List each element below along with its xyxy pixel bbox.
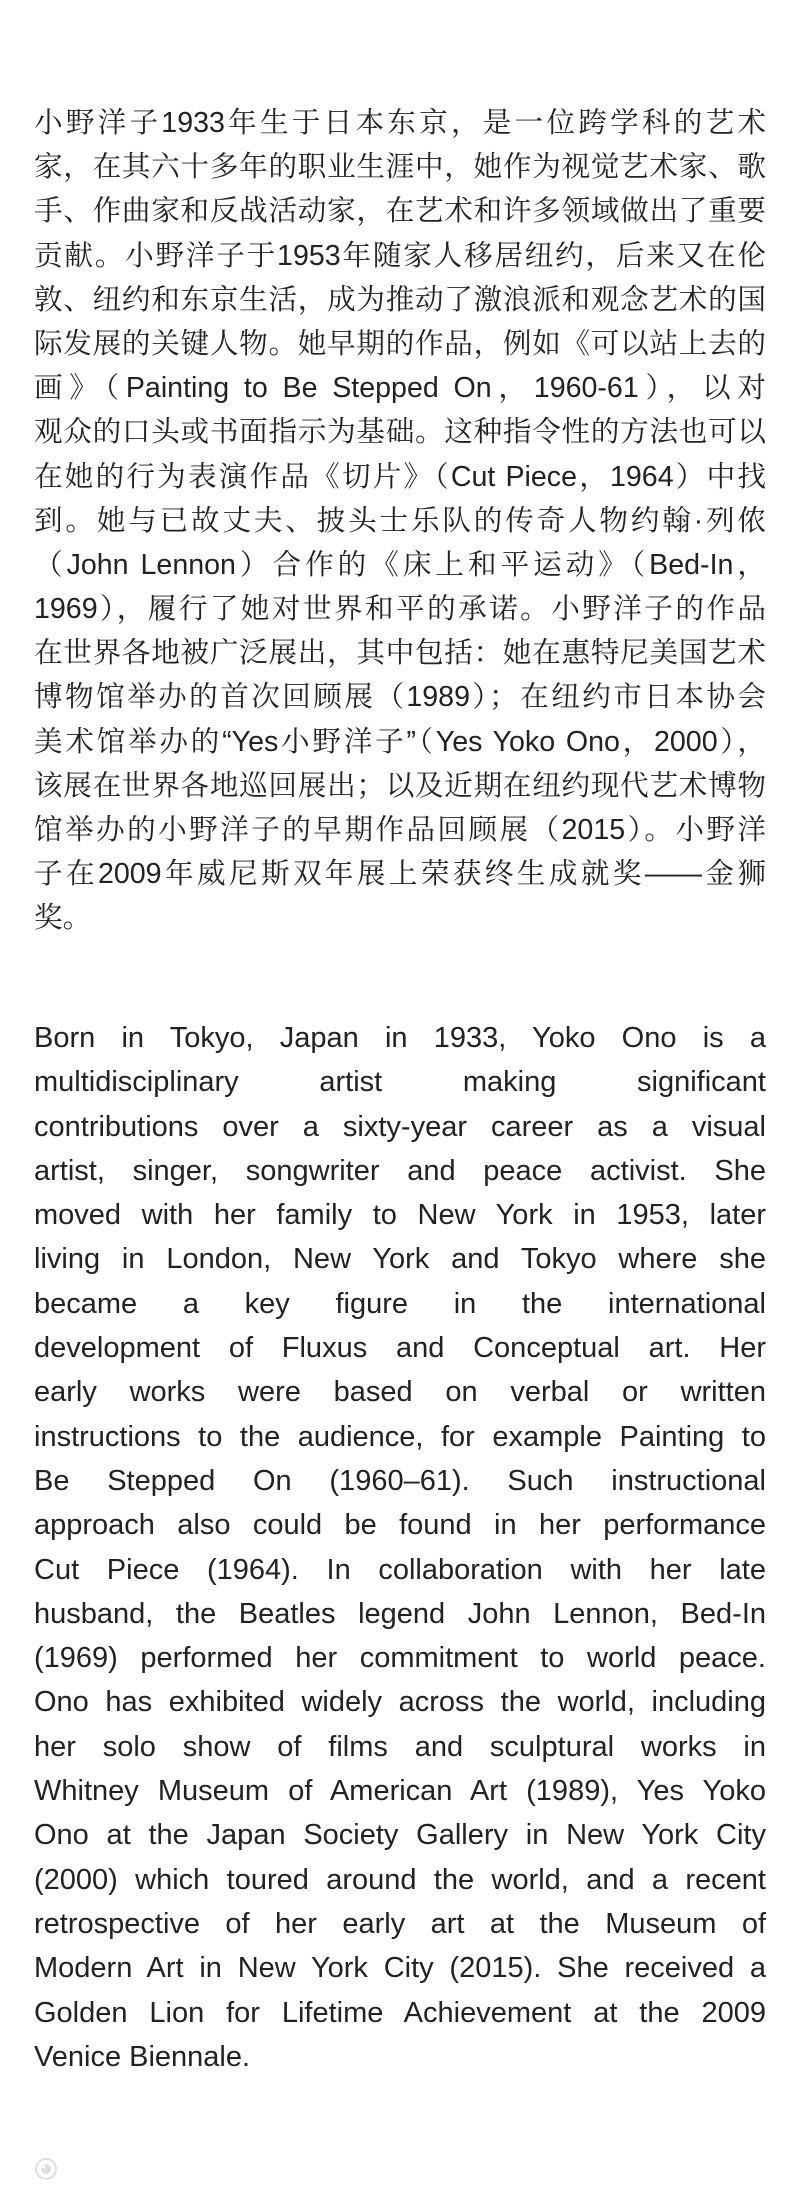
english-text-line: husband, the Beatles legend John Lennon, Bed-In	[34, 1597, 766, 1630]
chinese-text-line: 在世界各地被广泛展出，其中包括：她在惠特尼美国艺术	[34, 637, 766, 670]
english-text-line: early works were based on verbal or written	[34, 1376, 766, 1409]
chinese-text-line: 观众的口头或书面指示为基础。这种指令性的方法也可以	[34, 416, 766, 449]
chinese-text-line: 美术馆举办的“Yes小野洋子”（Yes Yoko Ono，2000），	[34, 725, 766, 758]
chinese-text-line: 画》（Painting to Be Stepped On，1960-61），以对	[34, 372, 766, 405]
english-text-line: multidisciplinary artist making significant	[34, 1066, 766, 1099]
english-text-line: Ono has exhibited widely across the world, including	[34, 1686, 766, 1719]
chinese-text-line: 博物馆举办的首次回顾展（1989）；在纽约市日本协会	[34, 681, 766, 714]
chinese-text-line: 到。她与已故丈夫、披头士乐队的传奇人物约翰·列侬	[34, 504, 766, 537]
english-text-line: (2000) which toured around the world, and a recent	[34, 1863, 766, 1896]
english-text-line: Born in Tokyo, Japan in 1933, Yoko Ono is a	[34, 1022, 766, 1054]
chinese-text-line: 奖。	[34, 902, 92, 935]
english-text-line: Golden Lion for Lifetime Achievement at the 2009	[34, 1996, 766, 2029]
english-text-line: instructions to the audience, for example Painting to	[34, 1420, 766, 1453]
watermark	[34, 2157, 58, 2181]
chinese-text-line: （John Lennon）合作的《床上和平运动》（Bed-In，	[34, 548, 766, 581]
chinese-text-line: 馆举办的小野洋子的早期作品回顾展（2015）。小野洋	[34, 814, 766, 846]
chinese-paragraph	[34, 101, 766, 941]
english-text-line: Be Stepped On (1960–61). Such instructional	[34, 1464, 766, 1497]
english-text-line: became a key figure in the international	[34, 1287, 766, 1320]
chinese-text-line: 家，在其六十多年的职业生涯中，她作为视觉艺术家、歌	[34, 151, 766, 184]
english-text-line: development of Fluxus and Conceptual art. Her	[34, 1332, 766, 1365]
chinese-text-line: 子在2009年威尼斯双年展上荣获终生成就奖——金狮	[34, 858, 766, 891]
english-text-line: Venice Biennale.	[34, 2040, 251, 2073]
english-text-line: her solo show of films and sculptural works in	[34, 1730, 766, 1763]
english-text-line: Whitney Museum of American Art (1989), Yes Yoko	[34, 1775, 766, 1808]
english-text-line: contributions over a sixty-year career as a visual	[34, 1110, 766, 1143]
chinese-text-line: 手、作曲家和反战活动家，在艺术和许多领域做出了重要	[34, 195, 766, 228]
chinese-text-line: 际发展的关键人物。她早期的作品，例如《可以站上去的	[34, 327, 766, 360]
chinese-text-line: 该展在世界各地巡回展出；以及近期在纽约现代艺术博物	[34, 769, 766, 802]
chinese-text-line: 1969），履行了她对世界和平的承诺。小野洋子的作品	[34, 593, 766, 626]
english-paragraph	[34, 1016, 766, 2079]
chinese-text-line: 敦、纽约和东京生活，成为推动了激浪派和观念艺术的国	[34, 283, 766, 316]
english-text-line: approach also could be found in her performance	[34, 1509, 766, 1542]
chinese-text-line: 贡献。小野洋子于1953年随家人移居纽约，后来又在伦	[34, 239, 766, 272]
english-text-line: Cut Piece (1964). In collaboration with her late	[34, 1553, 766, 1586]
english-text-line: Modern Art in New York City (2015). She received a	[34, 1952, 766, 1985]
english-text-line: Ono at the Japan Society Gallery in New York City	[34, 1819, 766, 1852]
english-text-line: retrospective of her early art at the Museum of	[34, 1907, 766, 1940]
chinese-text-line: 在她的行为表演作品《切片》（Cut Piece，1964）中找	[34, 460, 766, 493]
english-text-line: living in London, New York and Tokyo where she	[34, 1243, 766, 1276]
english-text-line: moved with her family to New York in 1953, later	[34, 1199, 766, 1232]
watermark-logo-icon	[34, 2157, 58, 2181]
chinese-text-line: 小野洋子1933年生于日本东京，是一位跨学科的艺术	[34, 107, 766, 139]
english-text-line: artist, singer, songwriter and peace activist. She	[34, 1154, 766, 1187]
english-text-line: (1969) performed her commitment to world peace.	[34, 1642, 766, 1675]
